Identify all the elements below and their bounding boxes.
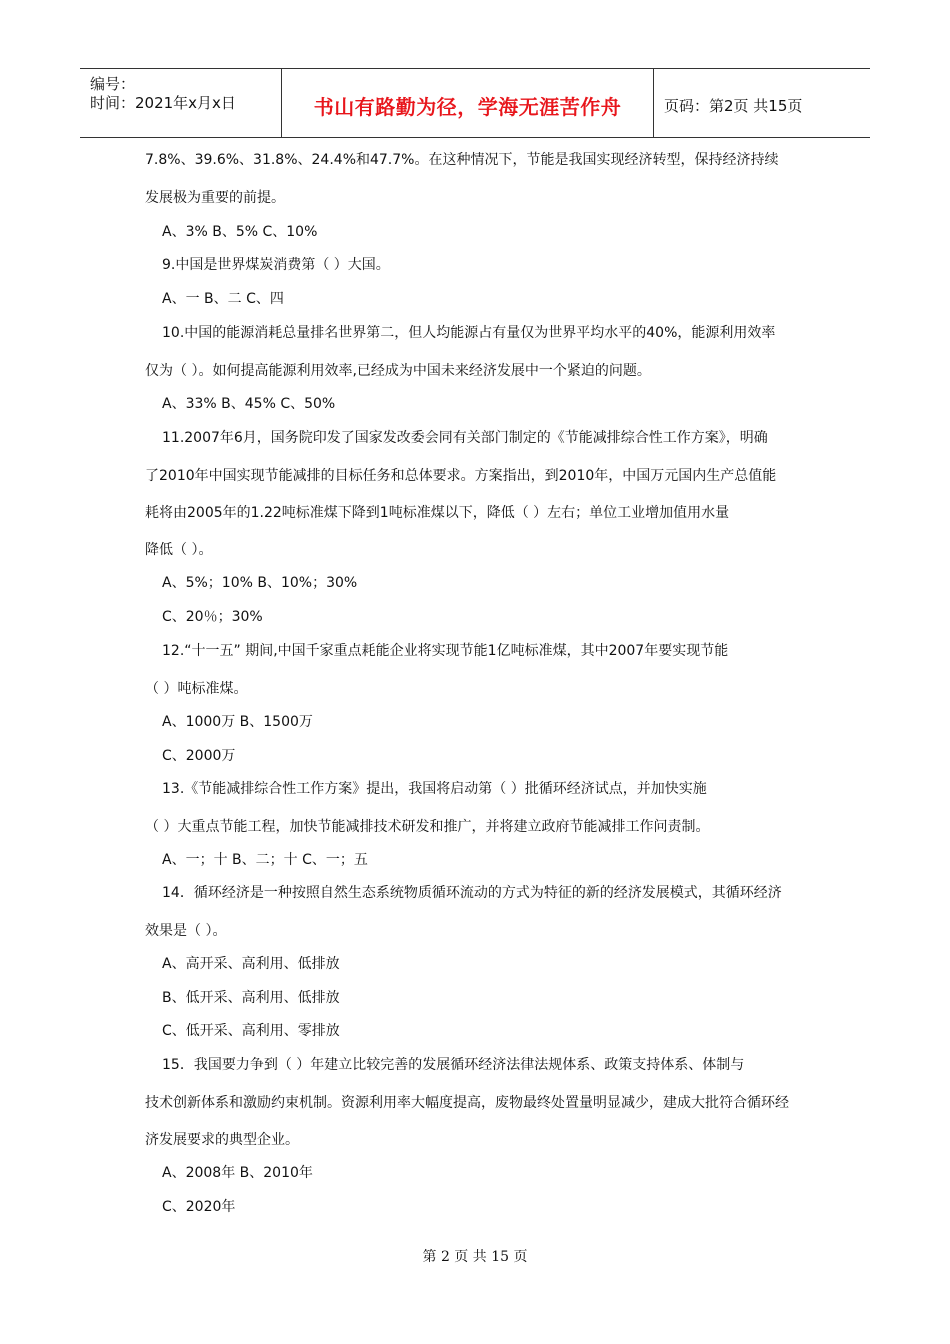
question-text: 10.中国的能源消耗总量排名世界第二，但人均能源占有量仅为世界平均水平的40%，能源利用效率: [162, 325, 776, 341]
question-text: 15．我国要力争到（ ）年建立比较完善的发展循环经济法律法规体系、政策支持体系、体制与: [162, 1057, 745, 1073]
answer-options: C、2000万: [162, 748, 236, 764]
question-text-continued: （ ）吨标准煤。: [145, 681, 248, 697]
question-text-continued: 了2010年中国实现节能减排的目标任务和总体要求。方案指出，到2010年，中国万元国内生产总值能: [145, 468, 777, 484]
page-footer: 第 2 页 共 15 页: [422, 1249, 528, 1265]
question-text: 13.《节能减排综合性工作方案》提出，我国将启动第（ ）批循环经济试点，并加快实施: [162, 781, 707, 797]
answer-options: A、33% B、45% C、50%: [162, 396, 336, 412]
header-page-cell: [654, 69, 870, 137]
answer-options: A、2008年 B、2010年: [162, 1165, 313, 1181]
page-number-info: 页码：第2页 共15页: [664, 97, 803, 115]
answer-options: A、5%；10% B、10%；30%: [162, 575, 358, 591]
question-text-continued: （ ）大重点节能工程，加快节能减排技术研发和推广，并将建立政府节能减排工作问责制。: [145, 819, 710, 835]
question-text: 14．循环经济是一种按照自然生态系统物质循环流动的方式为特征的新的经济发展模式，其循环经济: [162, 885, 782, 901]
question-text-continued: 发展极为重要的前提。: [145, 190, 285, 206]
question-text-continued: 效果是（ ）。: [145, 923, 227, 939]
question-text-continued: 技术创新体系和激励约束机制。资源利用率大幅度提高，废物最终处置量明显减少，建成大批符合循环经: [145, 1095, 789, 1111]
date-line: 时间：2021年x月x日: [90, 94, 236, 112]
question-text-continued: 降低（ ）。: [145, 542, 213, 558]
answer-options: A、高开采、高利用、低排放: [162, 956, 340, 972]
question-text-continued: 仅为（ ）。如何提高能源利用效率,已经成为中国未来经济发展中一个紧迫的问题。: [145, 363, 651, 379]
answer-options: C、低开采、高利用、零排放: [162, 1023, 340, 1039]
answer-options: A、一；十 B、二；十 C、一；五: [162, 852, 368, 868]
document-header: [80, 68, 870, 138]
question-text-continued: 济发展要求的典型企业。: [145, 1132, 299, 1148]
answer-options: C、20％；30%: [162, 609, 263, 625]
question-text-continued: 耗将由2005年的1.22吨标准煤下降到1吨标准煤以下，降低（ ）左右；单位工业增加值用水量: [145, 505, 730, 521]
motto-text: 书山有路勤为径，学海无涯苦作舟: [313, 95, 622, 119]
answer-options: A、一 B、二 C、四: [162, 291, 284, 307]
serial-number-label: 编号：: [90, 75, 136, 93]
answer-options: B、低开采、高利用、低排放: [162, 990, 340, 1006]
question-text-continued: 7.8%、39.6%、31.8%、24.4%和47.7%。在这种情况下，节能是我国实现经济转型，保持经济持续: [145, 152, 779, 168]
header-meta-cell: [80, 69, 281, 137]
answer-options: A、1000万 B、1500万: [162, 714, 313, 730]
header-motto-cell: [281, 69, 654, 137]
question-text: 11.2007年6月，国务院印发了国家发改委会同有关部门制定的《节能减排综合性工作方案》，明确: [162, 430, 768, 446]
question-text: 9.中国是世界煤炭消费第（ ）大国。: [162, 257, 390, 273]
answer-options: C、2020年: [162, 1199, 236, 1215]
answer-options: A、3% B、5% C、10%: [162, 224, 318, 240]
question-text: 12.“十一五” 期间,中国千家重点耗能企业将实现节能1亿吨标准煤，其中2007年要实现节能: [162, 643, 729, 659]
